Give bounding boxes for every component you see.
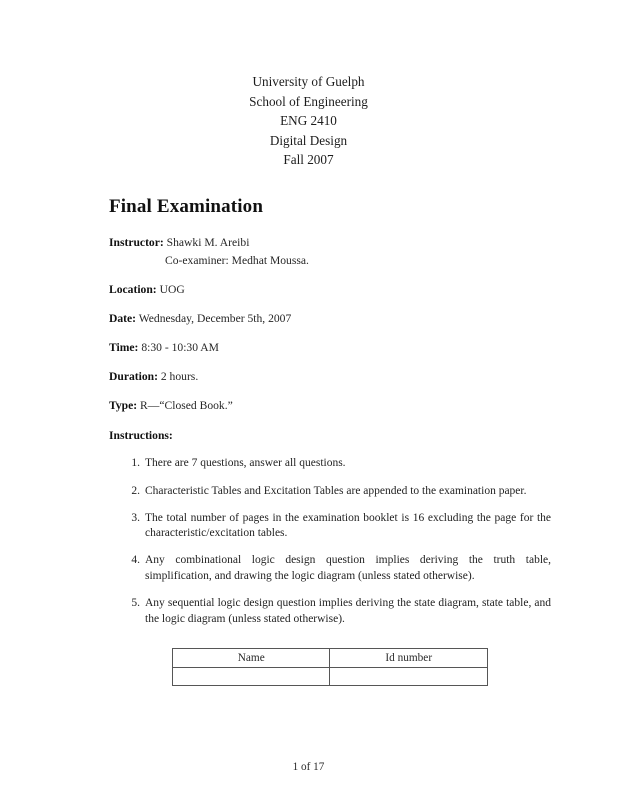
- type-label: Type:: [109, 398, 138, 412]
- list-item-number: 1.: [131, 457, 140, 470]
- list-item-text: Any sequential logic design question implies deriving the state diagram, state table, and the logic diagram (unless stated otherwise).: [145, 597, 551, 625]
- meta-row-time: [109, 340, 617, 356]
- list-item-text: Any combinational logic design question implies deriving the truth table, simplification, and drawing the logic diagram (unless stated otherwise).: [145, 554, 551, 582]
- meta-row-type: [109, 398, 617, 414]
- meta-row-location: [109, 282, 617, 298]
- header-line-course-code: ENG 2410: [280, 113, 337, 129]
- list-item-number: 5.: [131, 597, 140, 610]
- duration-label: Duration:: [109, 369, 158, 383]
- header-line-course-name: Digital Design: [269, 132, 348, 148]
- table-row: [173, 668, 488, 686]
- document-header: [0, 0, 617, 170]
- duration-value: 2 hours.: [160, 369, 199, 383]
- list-item: [131, 596, 551, 627]
- header-line-university: University of Guelph: [252, 74, 365, 89]
- meta-row-duration: [109, 369, 617, 385]
- list-item-number: 2.: [131, 484, 140, 497]
- table-cell-id-entry[interactable]: [330, 668, 488, 686]
- table-header-row: [173, 649, 488, 668]
- list-item-text: The total number of pages in the examination booklet is 16 excluding the page for the characteristic/excitation tables.: [145, 511, 551, 540]
- list-item: [131, 553, 551, 584]
- page-title: Final Examination: [109, 195, 264, 217]
- meta-row-instructor: [109, 235, 617, 269]
- instructions-heading: Instructions:: [109, 429, 173, 443]
- list-item: [131, 484, 551, 500]
- list-item: [131, 511, 551, 542]
- exam-metadata: [0, 235, 617, 414]
- header-line-school: School of Engineering: [249, 93, 368, 109]
- time-value: 8:30 - 10:30 AM: [141, 340, 219, 354]
- instructor-value: Shawki M. Areibi: [166, 235, 250, 249]
- table-header-id-number: Id number: [330, 649, 488, 668]
- list-item-text: There are 7 questions, answer all questions.: [145, 457, 346, 470]
- meta-row-date: [109, 311, 617, 327]
- list-item: [131, 456, 551, 472]
- date-label: Date:: [109, 311, 137, 325]
- time-label: Time:: [109, 340, 139, 354]
- table-header-name: Name: [173, 649, 330, 668]
- instructions-list: [0, 456, 617, 627]
- page-number-label: 1 of 17: [292, 761, 325, 773]
- type-value: R—“Closed Book.”: [140, 398, 233, 412]
- list-item-number: 3.: [131, 511, 140, 524]
- list-item-number: 4.: [131, 554, 140, 567]
- signature-table-container: [172, 648, 488, 686]
- page-footer: [0, 761, 617, 773]
- instructor-label: Instructor:: [109, 235, 164, 249]
- header-line-term: Fall 2007: [283, 152, 334, 168]
- location-value: UOG: [159, 282, 185, 296]
- table-cell-name-entry[interactable]: [173, 668, 330, 686]
- list-item-text: Characteristic Tables and Excitation Tables are appended to the examination paper.: [145, 484, 527, 497]
- signature-table: [172, 648, 488, 686]
- date-value: Wednesday, December 5th, 2007: [138, 311, 292, 325]
- location-label: Location:: [109, 282, 157, 296]
- co-examiner-line: Co-examiner: Medhat Moussa.: [165, 253, 309, 267]
